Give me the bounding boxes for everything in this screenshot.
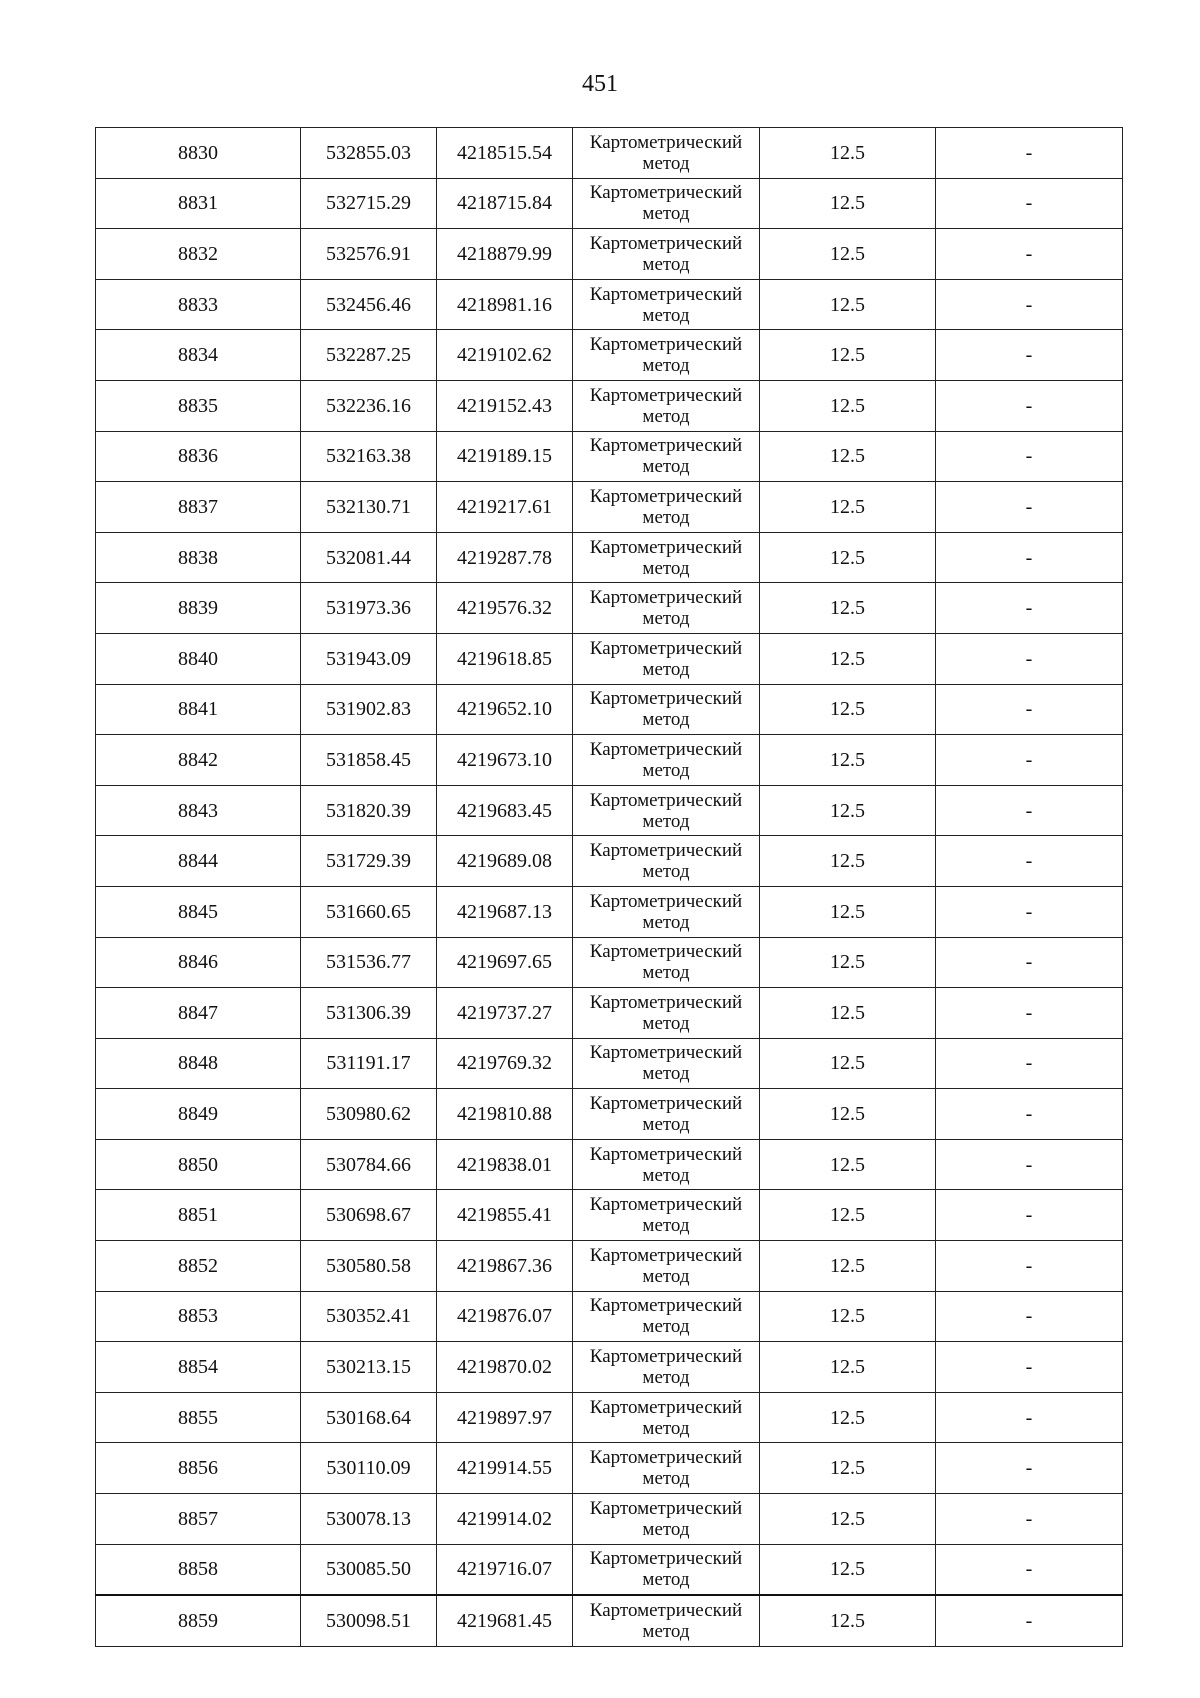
y-coordinate-cell: 4219914.55 [437,1443,573,1494]
y-coordinate-cell: 4218515.54 [437,128,573,179]
table-row [96,330,1123,381]
y-coordinate-cell: 4219652.10 [437,684,573,735]
note-cell: - [936,886,1123,937]
note-cell: - [936,1342,1123,1393]
x-coordinate-cell: 532163.38 [301,431,437,482]
method-line-2: метод [642,152,690,174]
method-line-2: метод [642,759,690,781]
note-cell: - [936,1089,1123,1140]
y-coordinate-cell: 4219102.62 [437,330,573,381]
method-cell [573,1443,760,1494]
accuracy-cell: 12.5 [760,1595,936,1646]
accuracy-cell: 12.5 [760,1241,936,1292]
point-number-cell: 8845 [96,886,301,937]
method-cell [573,1494,760,1545]
note-cell: - [936,380,1123,431]
x-coordinate-cell: 531858.45 [301,735,437,786]
method-cell [573,886,760,937]
accuracy-cell: 12.5 [760,1089,936,1140]
point-number-cell: 8857 [96,1494,301,1545]
table-row [96,1494,1123,1545]
table-row [96,684,1123,735]
method-line-1: Картометрический [589,1447,743,1469]
note-cell: - [936,229,1123,280]
accuracy-cell: 12.5 [760,1291,936,1342]
method-cell [573,1291,760,1342]
table-row [96,279,1123,330]
y-coordinate-cell: 4219152.43 [437,380,573,431]
table-row [96,482,1123,533]
y-coordinate-cell: 4219838.01 [437,1139,573,1190]
table-row [96,785,1123,836]
note-cell: - [936,1595,1123,1646]
accuracy-cell: 12.5 [760,1139,936,1190]
table-row [96,229,1123,280]
y-coordinate-cell: 4219576.32 [437,583,573,634]
method-cell [573,583,760,634]
table-row [96,1595,1123,1646]
y-coordinate-cell: 4219716.07 [437,1544,573,1595]
method-line-1: Картометрический [589,738,743,760]
method-line-2: метод [642,1265,690,1287]
y-coordinate-cell: 4219737.27 [437,988,573,1039]
table-body [96,128,1123,1647]
y-coordinate-cell: 4219810.88 [437,1089,573,1140]
point-number-cell: 8848 [96,1038,301,1089]
note-cell: - [936,937,1123,988]
method-cell [573,836,760,887]
table-row [96,735,1123,786]
point-number-cell: 8834 [96,330,301,381]
point-number-cell: 8835 [96,380,301,431]
point-number-cell: 8854 [96,1342,301,1393]
table-row [96,1089,1123,1140]
method-cell [573,735,760,786]
x-coordinate-cell: 531306.39 [301,988,437,1039]
note-cell: - [936,128,1123,179]
y-coordinate-cell: 4219217.61 [437,482,573,533]
x-coordinate-cell: 531973.36 [301,583,437,634]
x-coordinate-cell: 530098.51 [301,1595,437,1646]
method-line-1: Картометрический [589,232,743,254]
note-cell: - [936,633,1123,684]
point-number-cell: 8850 [96,1139,301,1190]
method-line-1: Картометрический [589,384,743,406]
accuracy-cell: 12.5 [760,532,936,583]
accuracy-cell: 12.5 [760,785,936,836]
y-coordinate-cell: 4219681.45 [437,1595,573,1646]
x-coordinate-cell: 532287.25 [301,330,437,381]
note-cell: - [936,583,1123,634]
method-line-2: метод [642,962,690,984]
method-line-1: Картометрический [589,536,743,558]
method-line-2: метод [642,608,690,630]
point-number-cell: 8839 [96,583,301,634]
x-coordinate-cell: 530784.66 [301,1139,437,1190]
method-line-1: Картометрический [589,941,743,963]
y-coordinate-cell: 4219189.15 [437,431,573,482]
note-cell: - [936,1139,1123,1190]
method-line-1: Картометрический [589,890,743,912]
point-number-cell: 8844 [96,836,301,887]
method-cell [573,1544,760,1595]
table-row [96,836,1123,887]
accuracy-cell: 12.5 [760,684,936,735]
point-number-cell: 8858 [96,1544,301,1595]
method-line-2: метод [642,1063,690,1085]
point-number-cell: 8847 [96,988,301,1039]
x-coordinate-cell: 530168.64 [301,1392,437,1443]
table-row [96,532,1123,583]
accuracy-cell: 12.5 [760,1443,936,1494]
method-line-1: Картометрический [589,1396,743,1418]
y-coordinate-cell: 4219769.32 [437,1038,573,1089]
method-line-2: метод [642,1012,690,1034]
x-coordinate-cell: 532715.29 [301,178,437,229]
table-row [96,583,1123,634]
x-coordinate-cell: 530213.15 [301,1342,437,1393]
accuracy-cell: 12.5 [760,330,936,381]
table-row [96,431,1123,482]
method-cell [573,178,760,229]
point-number-cell: 8832 [96,229,301,280]
note-cell: - [936,988,1123,1039]
method-line-2: метод [642,405,690,427]
accuracy-cell: 12.5 [760,380,936,431]
y-coordinate-cell: 4219867.36 [437,1241,573,1292]
point-number-cell: 8852 [96,1241,301,1292]
method-line-2: метод [642,1621,690,1643]
method-line-2: метод [642,456,690,478]
method-line-2: метод [642,709,690,731]
point-number-cell: 8830 [96,128,301,179]
note-cell: - [936,431,1123,482]
x-coordinate-cell: 532855.03 [301,128,437,179]
point-number-cell: 8843 [96,785,301,836]
accuracy-cell: 12.5 [760,1544,936,1595]
y-coordinate-cell: 4219687.13 [437,886,573,937]
point-number-cell: 8859 [96,1595,301,1646]
method-line-2: метод [642,506,690,528]
table-row [96,128,1123,179]
note-cell: - [936,1392,1123,1443]
method-line-1: Картометрический [589,840,743,862]
note-cell: - [936,836,1123,887]
table-row [96,1190,1123,1241]
method-line-2: метод [642,1518,690,1540]
note-cell: - [936,1494,1123,1545]
x-coordinate-cell: 531660.65 [301,886,437,937]
point-number-cell: 8849 [96,1089,301,1140]
method-cell [573,1089,760,1140]
accuracy-cell: 12.5 [760,482,936,533]
method-line-1: Картометрический [589,131,743,153]
method-line-2: метод [642,1215,690,1237]
method-line-1: Картометрический [589,1194,743,1216]
method-line-2: метод [642,1417,690,1439]
accuracy-cell: 12.5 [760,178,936,229]
point-number-cell: 8846 [96,937,301,988]
method-line-2: метод [642,1367,690,1389]
point-number-cell: 8840 [96,633,301,684]
method-line-1: Картометрический [589,637,743,659]
x-coordinate-cell: 532576.91 [301,229,437,280]
x-coordinate-cell: 530698.67 [301,1190,437,1241]
note-cell: - [936,330,1123,381]
table-row [96,988,1123,1039]
accuracy-cell: 12.5 [760,735,936,786]
point-number-cell: 8838 [96,532,301,583]
note-cell: - [936,1291,1123,1342]
table-row [96,1139,1123,1190]
accuracy-cell: 12.5 [760,1392,936,1443]
method-cell [573,1038,760,1089]
x-coordinate-cell: 532081.44 [301,532,437,583]
point-number-cell: 8833 [96,279,301,330]
method-line-1: Картометрический [589,182,743,204]
y-coordinate-cell: 4218879.99 [437,229,573,280]
x-coordinate-cell: 530085.50 [301,1544,437,1595]
method-line-2: метод [642,557,690,579]
accuracy-cell: 12.5 [760,583,936,634]
x-coordinate-cell: 531820.39 [301,785,437,836]
note-cell: - [936,279,1123,330]
point-number-cell: 8842 [96,735,301,786]
table-row [96,886,1123,937]
x-coordinate-cell: 531729.39 [301,836,437,887]
point-number-cell: 8856 [96,1443,301,1494]
method-cell [573,785,760,836]
method-cell [573,482,760,533]
note-cell: - [936,684,1123,735]
y-coordinate-cell: 4219897.97 [437,1392,573,1443]
table-row [96,1392,1123,1443]
method-cell [573,1241,760,1292]
method-cell [573,279,760,330]
accuracy-cell: 12.5 [760,279,936,330]
table-row [96,1038,1123,1089]
x-coordinate-cell: 530980.62 [301,1089,437,1140]
method-line-2: метод [642,861,690,883]
method-cell [573,128,760,179]
method-line-1: Картометрический [589,1244,743,1266]
y-coordinate-cell: 4219683.45 [437,785,573,836]
accuracy-cell: 12.5 [760,229,936,280]
table-row [96,380,1123,431]
method-line-1: Картометрический [589,1600,743,1622]
accuracy-cell: 12.5 [760,1038,936,1089]
x-coordinate-cell: 531536.77 [301,937,437,988]
table-row [96,633,1123,684]
x-coordinate-cell: 530110.09 [301,1443,437,1494]
y-coordinate-cell: 4219876.07 [437,1291,573,1342]
method-line-1: Картометрический [589,1497,743,1519]
note-cell: - [936,532,1123,583]
note-cell: - [936,1544,1123,1595]
method-line-1: Картометрический [589,283,743,305]
y-coordinate-cell: 4219914.02 [437,1494,573,1545]
accuracy-cell: 12.5 [760,988,936,1039]
method-line-2: метод [642,203,690,225]
method-line-1: Картометрический [589,485,743,507]
method-line-1: Картометрический [589,991,743,1013]
accuracy-cell: 12.5 [760,836,936,887]
method-cell [573,431,760,482]
method-cell [573,937,760,988]
method-line-1: Картометрический [589,789,743,811]
x-coordinate-cell: 530580.58 [301,1241,437,1292]
y-coordinate-cell: 4219697.65 [437,937,573,988]
method-line-1: Картометрический [589,334,743,356]
y-coordinate-cell: 4219870.02 [437,1342,573,1393]
x-coordinate-cell: 531191.17 [301,1038,437,1089]
x-coordinate-cell: 530078.13 [301,1494,437,1545]
table-row [96,1544,1123,1595]
note-cell: - [936,1190,1123,1241]
accuracy-cell: 12.5 [760,1190,936,1241]
accuracy-cell: 12.5 [760,1494,936,1545]
point-number-cell: 8855 [96,1392,301,1443]
y-coordinate-cell: 4219618.85 [437,633,573,684]
point-number-cell: 8853 [96,1291,301,1342]
table-row [96,178,1123,229]
y-coordinate-cell: 4219855.41 [437,1190,573,1241]
point-number-cell: 8831 [96,178,301,229]
note-cell: - [936,735,1123,786]
note-cell: - [936,785,1123,836]
table-row [96,1342,1123,1393]
y-coordinate-cell: 4219689.08 [437,836,573,887]
x-coordinate-cell: 532456.46 [301,279,437,330]
method-cell [573,532,760,583]
y-coordinate-cell: 4218715.84 [437,178,573,229]
method-line-1: Картометрический [589,1548,743,1570]
page-number: 451 [582,71,618,97]
point-number-cell: 8836 [96,431,301,482]
x-coordinate-cell: 530352.41 [301,1291,437,1342]
method-line-2: метод [642,911,690,933]
method-line-1: Картометрический [589,435,743,457]
method-cell [573,633,760,684]
table-row [96,1291,1123,1342]
method-line-2: метод [642,355,690,377]
y-coordinate-cell: 4219673.10 [437,735,573,786]
method-cell [573,1595,760,1646]
method-line-1: Картометрический [589,587,743,609]
method-cell [573,1139,760,1190]
method-line-2: метод [642,810,690,832]
note-cell: - [936,1443,1123,1494]
method-line-2: метод [642,253,690,275]
method-line-1: Картометрический [589,1143,743,1165]
method-cell [573,1342,760,1393]
note-cell: - [936,178,1123,229]
method-line-2: метод [642,304,690,326]
method-cell [573,229,760,280]
accuracy-cell: 12.5 [760,886,936,937]
accuracy-cell: 12.5 [760,633,936,684]
method-cell [573,1392,760,1443]
method-line-2: метод [642,1316,690,1338]
method-line-1: Картометрический [589,1093,743,1115]
method-line-1: Картометрический [589,1346,743,1368]
method-cell [573,380,760,431]
method-cell [573,988,760,1039]
method-line-1: Картометрический [589,688,743,710]
table-row [96,937,1123,988]
x-coordinate-cell: 532236.16 [301,380,437,431]
note-cell: - [936,1241,1123,1292]
method-line-2: метод [642,1114,690,1136]
table-row [96,1241,1123,1292]
method-line-1: Картометрический [589,1042,743,1064]
accuracy-cell: 12.5 [760,431,936,482]
x-coordinate-cell: 532130.71 [301,482,437,533]
accuracy-cell: 12.5 [760,937,936,988]
method-cell [573,1190,760,1241]
note-cell: - [936,1038,1123,1089]
accuracy-cell: 12.5 [760,128,936,179]
accuracy-cell: 12.5 [760,1342,936,1393]
point-number-cell: 8841 [96,684,301,735]
method-cell [573,684,760,735]
coordinates-table [95,127,1123,1647]
x-coordinate-cell: 531943.09 [301,633,437,684]
note-cell: - [936,482,1123,533]
method-cell [573,330,760,381]
x-coordinate-cell: 531902.83 [301,684,437,735]
point-number-cell: 8851 [96,1190,301,1241]
y-coordinate-cell: 4219287.78 [437,532,573,583]
method-line-2: метод [642,1468,690,1490]
method-line-2: метод [642,1569,690,1591]
method-line-2: метод [642,1164,690,1186]
point-number-cell: 8837 [96,482,301,533]
method-line-1: Картометрический [589,1295,743,1317]
y-coordinate-cell: 4218981.16 [437,279,573,330]
table-row [96,1443,1123,1494]
method-line-2: метод [642,658,690,680]
